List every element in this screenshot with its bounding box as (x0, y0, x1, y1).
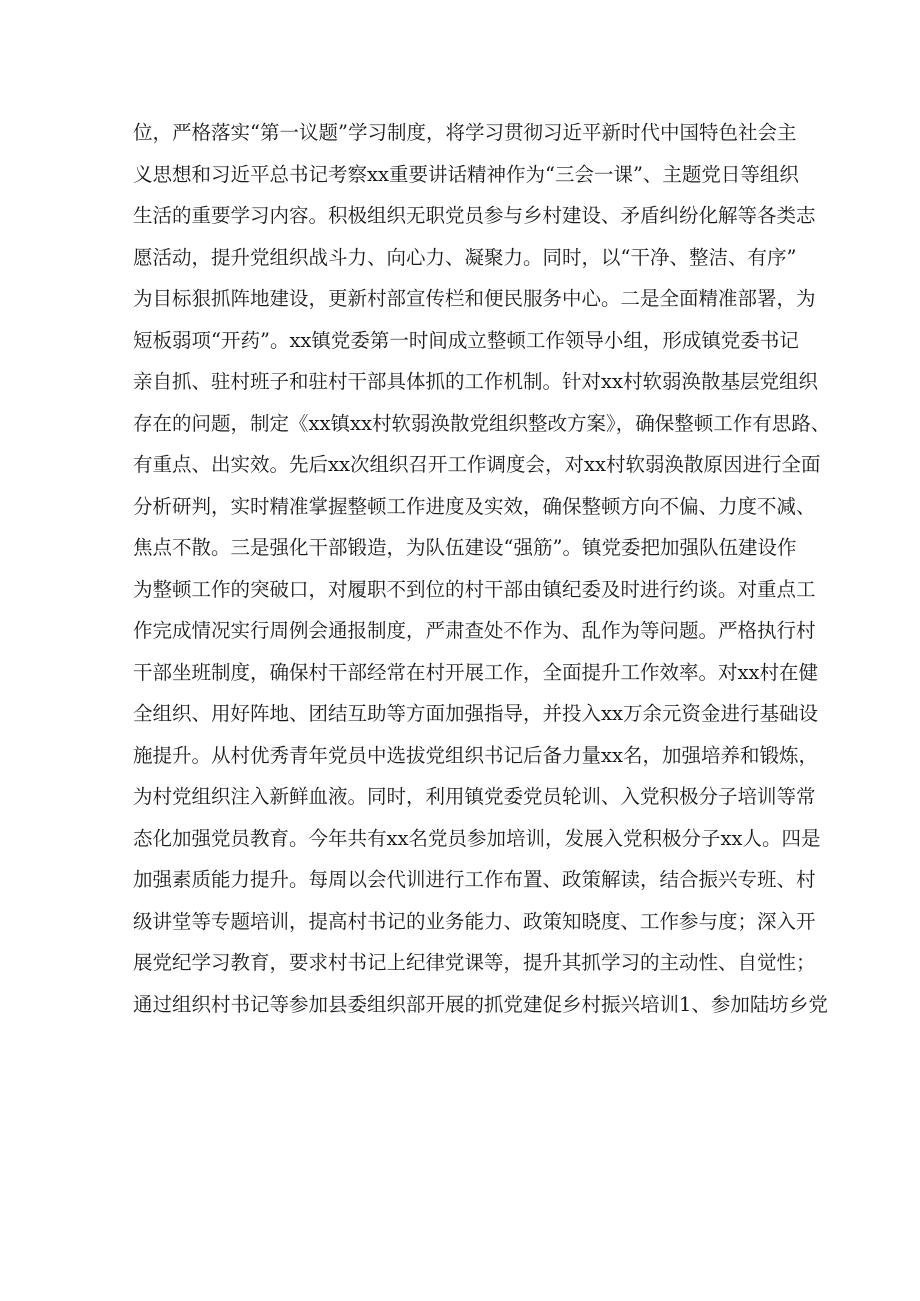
text-line: 存在的问题，制定《xx镇xx村软弱涣散党组织整改方案》，确保整顿工作有思路、 (133, 411, 831, 435)
text-line: 态化加强党员教育。今年共有xx名党员参加培训，发展入党积极分子xx人。四是 (133, 826, 821, 850)
text-line: 为村党组织注入新鲜血液。同时，利用镇党委党员轮训、入党积极分子培训等常 (133, 785, 816, 808)
body-text (133, 112, 833, 1025)
text-line: 愿活动，提升党组织战斗力、向心力、凝聚力。同时，以“干净、整洁、有序” (133, 245, 797, 269)
text-line: 作完成情况实行周例会通报制度，严肃查处不作为、乱作为等问题。严格执行村 (133, 619, 816, 642)
text-line: 展党纪学习教育，要求村书记上纪律党课等，提升其抓学习的主动性、自觉性； (133, 951, 816, 974)
text-line: 为整顿工作的突破口，对履职不到位的村干部由镇纪委及时进行约谈。对重点工 (133, 577, 816, 601)
text-line: 为目标狠抓阵地建设，更新村部宣传栏和便民服务中心。二是全面精准部署，为 (133, 287, 816, 310)
text-line: 焦点不散。三是强化干部锻造，为队伍建设“强筋”。镇党委把加强队伍建设作 (133, 536, 797, 559)
text-line: 通过组织村书记等参加县委组织部开展的抓党建促乡村振兴培训1、参加陆坊乡党 (133, 992, 828, 1016)
text-line: 分析研判，实时精准掌握整顿工作进度及实效，确保整顿方向不偏、力度不减、 (133, 494, 816, 518)
text-line: 加强素质能力提升。每周以会代训进行工作布置、政策解读，结合振兴专班、村 (133, 868, 816, 891)
text-line: 短板弱项“开药”。xx镇党委第一时间成立整顿工作领导小组，形成镇党委书记 (133, 328, 799, 352)
text-line: 位，严格落实“第一议题”学习制度，将学习贯彻习近平新时代中国特色社会主 (133, 121, 797, 144)
text-line: 施提升。从村优秀青年党员中选拔党组织书记后备力量xx名，加强培养和锻炼， (133, 743, 818, 767)
text-line: 全组织、用好阵地、团结互助等方面加强指导，并投入xx万余元资金进行基础设 (133, 702, 818, 725)
text-line: 亲自抓、驻村班子和驻村干部具体抓的工作机制。针对xx村软弱涣散基层党组织 (133, 370, 818, 393)
text-line: 生活的重要学习内容。积极组织无职党员参与乡村建设、矛盾纠纷化解等各类志 (133, 204, 816, 227)
text-line: 干部坐班制度，确保村干部经常在村开展工作，全面提升工作效率。对xx村在健 (133, 660, 818, 684)
text-line: 级讲堂等专题培训，提高村书记的业务能力、政策知晓度、工作参与度；深入开 (133, 909, 816, 933)
text-line: 义思想和习近平总书记考察xx重要讲话精神作为“三会一课”、主题党日等组织 (133, 162, 799, 186)
text-line: 有重点、出实效。先后xx次组织召开工作调度会，对xx村软弱涣散原因进行全面 (133, 453, 821, 476)
